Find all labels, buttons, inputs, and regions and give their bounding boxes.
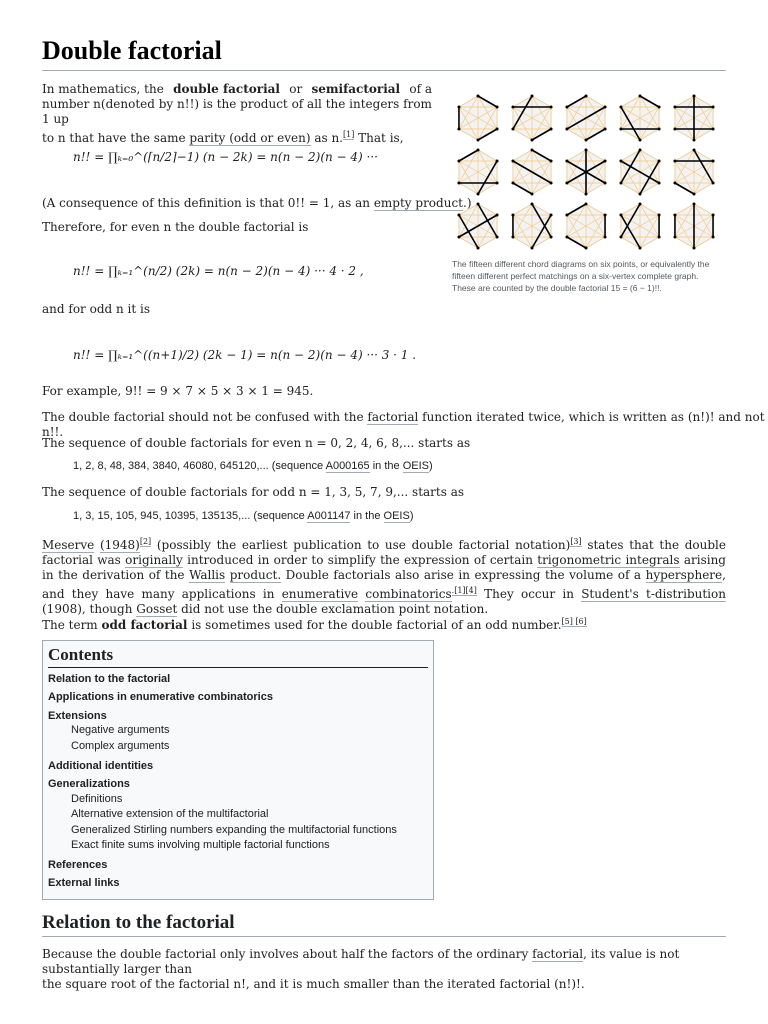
empty-product-link[interactable]: empty product xyxy=(373,196,463,210)
wallis-link[interactable]: Wallis xyxy=(189,568,226,582)
intro-line2: number n(denoted by n!!) is the product of all the integers from 1 up xyxy=(42,97,432,126)
meserve-text: states that the double factorial was xyxy=(42,538,726,567)
section-divider xyxy=(42,936,726,937)
close-paren: ) xyxy=(409,510,414,522)
chord-diagram-figure xyxy=(452,92,726,294)
chord-diagram xyxy=(452,200,504,252)
toc-subitem[interactable]: Alternative extension of the multifactorial xyxy=(71,808,269,820)
meserve-text: (possibly the earliest publication to use double factorial notation) xyxy=(156,538,571,552)
ref-1-4-link[interactable]: .[1][4] xyxy=(451,586,477,595)
ref-5-6-link[interactable]: [5] [6] xyxy=(561,617,587,626)
even-seq-intro: The sequence of double factorials for even n = 0, 2, 4, 6, 8,... starts as xyxy=(42,436,471,450)
odd-factorial-text: The term xyxy=(42,618,98,632)
title-divider xyxy=(42,70,726,71)
chord-diagram xyxy=(614,146,666,198)
meserve-text: introduced in order to simplify the expression of certain xyxy=(187,553,533,567)
oeis-link[interactable]: OEIS xyxy=(402,460,429,472)
consequence-text: (A consequence of this definition is that 0!! = 1, as an xyxy=(42,196,370,210)
intro-that-is: That is, xyxy=(358,131,404,145)
chord-diagram xyxy=(614,92,666,144)
toc-subitem[interactable]: Exact finite sums involving multiple factorial functions xyxy=(71,839,330,851)
example-text: For example, 9!! = 9 × 7 × 5 × 3 × 1 = 945. xyxy=(42,384,314,398)
consequence-end: .) xyxy=(463,196,472,210)
ref-3-link[interactable]: [3] xyxy=(570,537,582,546)
section-heading: Relation to the factorial xyxy=(42,912,235,933)
odd-sequence xyxy=(73,510,414,522)
intro-line3: to n that have the same xyxy=(42,131,186,145)
oeis-a000165-link[interactable]: A000165 xyxy=(325,460,370,472)
toc-item[interactable]: Additional identities xyxy=(48,760,154,772)
figure-caption: The fifteen different chord diagrams on six points, or equivalently the fifteen different perfect matchings on a six-vertex complete graph. These are counted by the double factorial 15 = (6 − 1)!!. xyxy=(452,259,710,293)
confused-text: The double factorial should not be confused with the xyxy=(42,410,364,424)
chord-diagram xyxy=(506,146,558,198)
hypersphere-link[interactable]: hypersphere xyxy=(645,568,723,582)
toc-subitem[interactable]: Complex arguments xyxy=(71,740,170,752)
section-text-line2: the square root of the factorial n!, and it is much smaller than the iterated factorial (n!)!. xyxy=(42,977,585,991)
toc-subitem[interactable]: Negative arguments xyxy=(71,724,170,736)
intro-or: or xyxy=(289,82,303,96)
factorial-link[interactable]: factorial xyxy=(367,410,419,424)
confused-text-b: function iterated twice, which is written as (n!)! and not n!!. xyxy=(42,410,765,439)
parity-link[interactable]: parity (odd or even) xyxy=(189,131,311,145)
toc-item[interactable]: Extensions xyxy=(48,710,107,722)
in-the-text: in the xyxy=(372,460,400,472)
meserve-year-link[interactable]: (1948) xyxy=(99,538,140,552)
toc-subitem[interactable]: Definitions xyxy=(71,793,123,805)
formula-definition: n!! = ∏ₖ₌₀^(⌈n/2⌉−1) (n − 2k) = n(n − 2)(n − 4) ··· xyxy=(73,150,378,164)
toc-title: Contents xyxy=(48,645,114,664)
toc-subitem[interactable]: Generalized Stirling numbers expanding the multifactorial functions xyxy=(71,824,397,836)
term-odd-factorial: odd factorial xyxy=(101,618,188,632)
gosset-link[interactable]: Gosset xyxy=(136,602,178,616)
section-paragraph xyxy=(42,947,726,992)
wallis-product-link[interactable]: product. xyxy=(229,568,282,582)
meserve-paragraph xyxy=(42,534,726,617)
meserve-text: notation. xyxy=(433,602,489,616)
factorial-link[interactable]: factorial xyxy=(532,947,584,961)
toc-item[interactable]: Generalizations xyxy=(48,778,130,790)
even-seq-values: 1, 2, 8, 48, 384, 3840, 46080, 645120,... (sequence xyxy=(73,460,324,472)
chord-diagram xyxy=(560,146,612,198)
term-semifactorial: semifactorial xyxy=(311,82,401,96)
odd-seq-intro: The sequence of double factorials for odd n = 1, 3, 5, 7, 9,... starts as xyxy=(42,485,465,499)
odd-factorial-text-b: is sometimes used for the double factorial of an odd number. xyxy=(191,618,562,632)
meserve-link[interactable]: Meserve xyxy=(42,538,95,552)
toc-item[interactable]: Applications in enumerative combinatorics xyxy=(48,691,273,703)
ref-2-link[interactable]: [2] xyxy=(139,537,152,546)
chord-diagram xyxy=(614,200,666,252)
meserve-text: Double factorials also arise in expressing the volume of a xyxy=(285,568,642,582)
meserve-text: They occur in xyxy=(484,587,574,601)
student-t-link[interactable]: Student's t-distribution xyxy=(581,587,726,601)
combinatorics-link[interactable]: combinatorics xyxy=(365,587,452,601)
chord-diagram xyxy=(506,92,558,144)
chord-diagram xyxy=(668,200,720,252)
intro-text: In mathematics, the xyxy=(42,82,164,96)
trigonometric-integrals-link[interactable]: trigonometric integrals xyxy=(537,553,680,567)
toc-divider xyxy=(48,667,428,668)
ref-1-link[interactable]: [1] xyxy=(343,130,355,139)
chord-diagram xyxy=(452,92,504,144)
chord-diagram-grid[interactable] xyxy=(452,92,726,252)
oeis-link[interactable]: OEIS xyxy=(383,510,410,522)
in-the-text: in the xyxy=(353,510,381,522)
even-sequence xyxy=(73,460,433,472)
section-text: Because the double factorial only involves about half the factors of the ordinary xyxy=(42,947,529,961)
chord-diagram xyxy=(506,200,558,252)
chord-diagram xyxy=(668,92,720,144)
odd-seq-values: 1, 3, 15, 105, 945, 10395, 135135,... (sequence xyxy=(73,510,305,522)
and-odd-text: and for odd n it is xyxy=(42,302,151,316)
therefore-even-text: Therefore, for even n the double factorial is xyxy=(42,220,309,234)
enumerative-link[interactable]: enumerative xyxy=(281,587,359,601)
chord-diagram xyxy=(452,146,504,198)
consequence-paragraph xyxy=(42,196,472,211)
odd-factorial-paragraph xyxy=(42,614,587,633)
meserve-text: arising in the derivation of the xyxy=(42,553,726,582)
intro-line3b: as n. xyxy=(314,131,343,145)
formula-even: n!! = ∏ₖ₌₁^(n/2) (2k) = n(n − 2)(n − 4) ··· 4 · 2 , xyxy=(73,264,364,278)
term-double-factorial: double factorial xyxy=(173,82,280,96)
meserve-text: (1908), though xyxy=(42,602,133,616)
table-of-contents xyxy=(42,640,434,900)
oeis-a001147-link[interactable]: A001147 xyxy=(307,510,351,522)
toc-item[interactable]: External links xyxy=(48,877,120,889)
chord-diagram xyxy=(560,200,612,252)
page-title: Double factorial xyxy=(42,36,222,65)
formula-odd: n!! = ∏ₖ₌₁^((n+1)/2) (2k − 1) = n(n − 2)(n − 4) ··· 3 · 1 . xyxy=(73,348,417,362)
chord-diagram xyxy=(560,92,612,144)
close-paren: ) xyxy=(429,460,433,472)
meserve-text: , and they have many applications in xyxy=(42,568,726,601)
intro-paragraph xyxy=(42,82,432,146)
originally-link[interactable]: originally xyxy=(125,553,183,567)
section-text: , its value is not substantially larger than xyxy=(42,947,680,976)
toc-item[interactable]: References xyxy=(48,859,108,871)
chord-diagram xyxy=(668,146,720,198)
meserve-text: did not use the double exclamation point xyxy=(181,602,430,616)
intro-of-a: of a xyxy=(409,82,432,96)
toc-item[interactable]: Relation to the factorial xyxy=(48,673,171,685)
